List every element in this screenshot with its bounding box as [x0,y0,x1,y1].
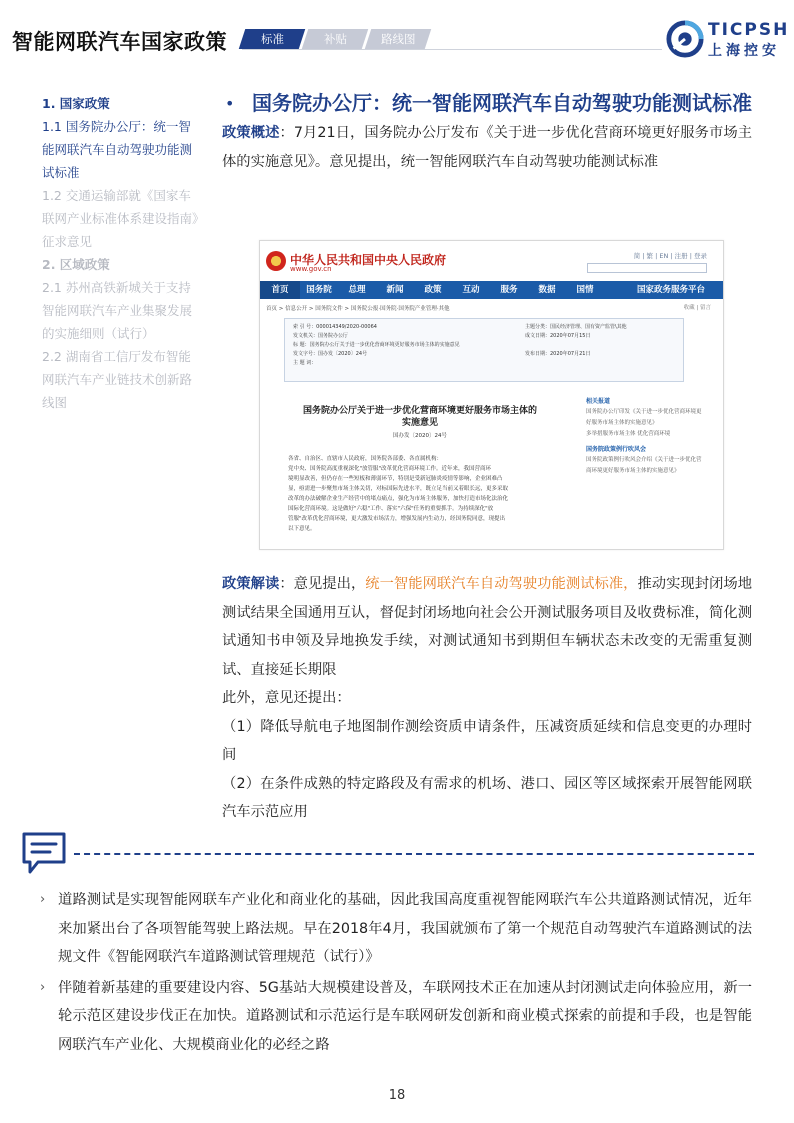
doc-line: 党中央、国务院高度重视深化"放管服"改革优化营商环境工作。近年来，我国营商环 [288,466,492,472]
dashed-divider [74,853,754,855]
site-nav-bar [260,281,723,299]
doc-line: 境明显改善，但仍存在一些短板和薄弱环节，特别是受新冠肺炎疫情等影响，企业困难凸 [288,476,503,482]
site-header [260,241,723,281]
site-nav-item: 总理 [348,285,366,295]
meta-doc-number: 发文字号：国办发〔2020〕24号 [293,351,368,357]
site-nav-item: 服务 [500,285,518,295]
toc-item-national-policy[interactable]: 1. 国家政策 [42,96,110,111]
site-nav-item: 政策 [424,285,442,295]
briefing-item: 国务院政策例行吹风会介绍《关于进一步优化营商环境更好服务市场主体的实施意见》 [586,457,702,474]
national-emblem-icon [266,251,286,271]
meta-title: 标 题：国务院办公厅关于进一步优化营商环境更好服务市场主体的实施意见 [293,342,460,348]
toc-item-2-1[interactable]: 2.1 苏州高铁新城关于支持智能网联汽车产业集聚发展的实施细则（试行） [42,280,193,341]
meta-left-col [293,323,460,368]
chevron-right-icon: › [40,979,46,995]
meta-publish-date: 发布日期：2020年07月21日 [525,351,591,357]
doc-line: 国际化营商环境。这是做好"六稳"工作、落实"六保"任务的重要抓手。为持续深化"放 [288,506,494,512]
header-tabs [242,29,431,49]
doc-line: 显，亟需进一步聚焦市场主体关切，对标国际先进水平，既立足当前又着眼长远，更多采取 [288,486,509,492]
site-nav-item: 数据 [538,285,556,295]
logo-text-cn: 上海控安 [708,43,780,59]
additional-item-2: （2）在条件成熟的特定路段及有需求的机场、港口、园区等区域探索开展智能网联汽车示范应用 [222,775,752,820]
logo-text-en: TICPSH [708,20,790,40]
doc-line: 以下意见。 [288,526,316,532]
interpretation-post: 推动实现封闭场地测试结果全国通用互认，督促封闭场地向社会公开测试服务项目及收费标准，简化测试通知书申领及异地换发手续，对测试通知书到期但车辆状态未改变的无需重复测试、直接延长期限 [222,576,753,678]
note-item [40,974,752,1060]
logo-mark-icon [666,20,704,58]
overview-label: 政策概述 [222,125,280,141]
site-search-input [587,263,707,273]
page-header-title: 智能网联汽车国家政策 [12,30,227,54]
overview-sep: ： [279,125,294,141]
interpretation-label: 政策解读 [222,576,280,592]
site-nav-item: 国务院 [306,285,332,295]
toc-item-2-2[interactable]: 2.2 湖南省工信厅发布智能网联汽车产业链技术创新路线图 [42,349,193,410]
speech-bubble-icon [20,830,68,876]
document-title: 国务院办公厅关于进一步优化营商环境更好服务市场主体的实施意见 [302,406,537,428]
meta-written-date: 成文日期：2020年07月15日 [525,333,591,339]
tab-roadmap-label: 路线图 [380,32,416,46]
site-nav-home: 首页 [260,281,300,299]
meta-issuer: 发文机关：国务院办公厅 [293,333,349,339]
company-logo [666,18,790,60]
chevron-right-icon: › [40,892,46,907]
toc-sidebar [42,92,202,414]
page-number: 18 [388,1088,406,1103]
document-meta-table [284,318,684,382]
site-nav-item: 互动 [462,285,480,295]
document-body [288,454,574,534]
site-breadcrumb: 首页 > 信息公开 > 国务院文件 > 国务院公报·国务院·国务院产业管理·其他 [266,306,450,312]
site-tools: 收藏 | 留言 [683,305,711,311]
meta-keywords: 主 题 词： [293,360,317,366]
site-nav-item: 国情 [576,285,594,295]
notes-list [40,886,752,1061]
main-title-row [222,90,752,116]
header-divider [242,49,662,50]
policy-overview [222,119,752,176]
tab-subsidy[interactable] [302,29,368,49]
interpretation-highlight: 统一智能网联汽车自动驾驶功能测试标准， [365,576,638,592]
related-item: 国务院办公厅印发《关于进一步优化营商环境更好服务市场主体的实施意见》 [586,409,702,426]
site-name: 中华人民共和国中央人民政府 [290,253,447,267]
site-util-links: 简 | 繁 | EN | 注册 | 登录 [633,252,707,260]
site-nav-platform: 国家政务服务平台 [636,285,705,295]
related-heading: 相关报道 [586,398,611,405]
doc-line: 各省、自治区、直辖市人民政府，国务院各部委、各直属机构： [288,456,443,462]
tab-standard-label: 标准 [260,32,284,46]
toc-item-1-1[interactable]: 1.1 国务院办公厅：统一智能网联汽车自动驾驶功能测试标准 [42,119,193,180]
interpretation-pre: 意见提出， [293,576,366,592]
doc-line: 管服"改革优化营商环境，更大激发市场活力，增强发展内生动力，经国务院同意，现提出 [288,516,506,522]
note-text: 伴随着新基建的重要建设内容、5G基站大规模建设普及，车联网技术正在加速从封闭测试走向体验应用，新一轮示范区建设步伐正在加快。道路测试和示范运行是车联网研发创新和商业模式探索的前提和手段，也是智能网联汽车产业化、大规模商业化的必经之路 [58,979,752,1053]
meta-category: 主题分类：国民经济管理、国有资产监管\其他 [525,324,627,330]
note-text: 道路测试是实现智能网联车产业化和商业化的基础，因此我国高度重视智能网联汽车公共道路测试情况，近年来加紧出台了各项智能驾驶上路法规。早在2018年4月，我国就颁布了第一个规范自动驾驶汽车道路测试的法规文件《智能网联汽车道路测试管理规范（试行）》 [58,892,752,965]
toc-item-1-2[interactable]: 1.2 交通运输部就《国家车联网产业标准体系建设指南》征求意见 [42,188,199,249]
tab-roadmap[interactable] [365,29,431,49]
policy-interpretation [222,570,752,684]
additional-intro: 此外，意见还提出： [222,690,351,706]
interpretation-block [222,570,752,827]
meta-index: 索 引 号：000014349/2020-00064 [293,324,377,330]
main-title: 国务院办公厅：统一智能网联汽车自动驾驶功能测试标准 [252,91,752,115]
toc-item-regional-policy[interactable]: 2. 区域政策 [42,257,110,272]
tab-standard[interactable] [239,29,305,49]
tab-subsidy-label: 补贴 [323,32,347,46]
interpretation-sep: ： [279,576,294,592]
site-nav-item: 新闻 [386,285,404,295]
note-item [40,886,752,972]
meta-right-col [525,323,627,359]
doc-line: 改革的办法破解企业生产经营中的堵点痛点，强化为市场主体服务，加快打造市场化法治化 [288,496,509,502]
overview-text: 7月21日，国务院办公厅发布《关于进一步优化营商环境更好服务市场主体的实施意见》。意见提出，统一智能网联汽车自动驾驶功能测试标准 [222,125,753,170]
additional-item-1: （1）降低导航电子地图制作测绘资质申请条件，压减资质延续和信息变更的办理时间 [222,718,752,763]
meta-blank [525,341,627,350]
document-number: 国办发〔2020〕24号 [393,433,447,439]
embedded-website-screenshot [259,240,724,550]
related-item: 多举措服务市场主体 优化营商环境 [586,431,671,437]
briefing-heading: 国务院政策例行吹风会 [586,446,647,453]
site-url: www.gov.cn [290,265,332,273]
related-reports-sidebar [586,396,706,477]
title-bullet: • [225,94,235,113]
main-content [222,90,752,176]
